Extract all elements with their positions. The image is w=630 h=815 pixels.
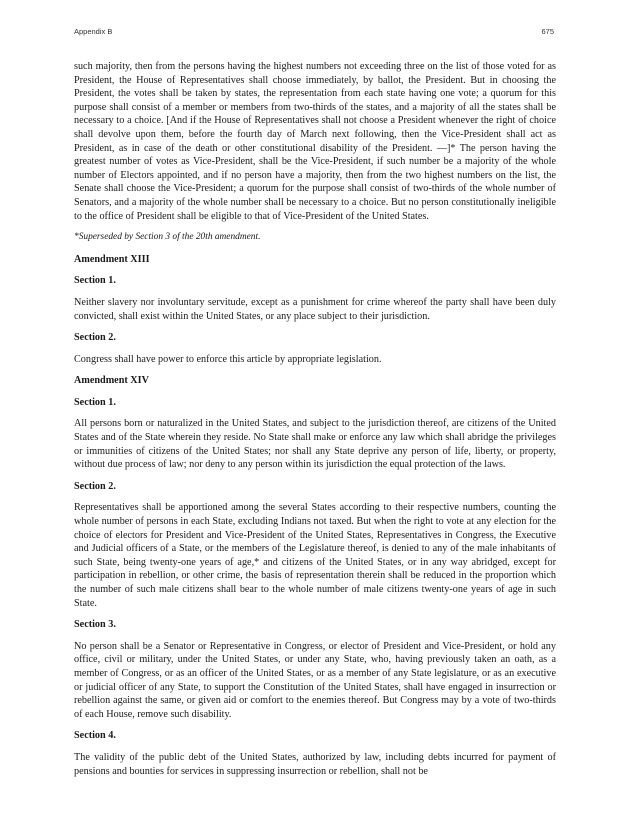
section-heading: Section 3.: [74, 619, 116, 631]
document-body: [74, 60, 556, 786]
section-text: The validity of the public debt of the United States, authorized by law, including debts incurred for payment of pensions and bounties for services in suppressing insurrection or rebellion, shall not be: [74, 751, 556, 777]
footnote: *Superseded by Section 3 of the 20th amendment.: [74, 232, 261, 243]
section-heading: Section 1.: [74, 275, 116, 287]
amendment-heading-xiv: Amendment XIV: [74, 375, 149, 387]
amendment-heading-xiii: Amendment XIII: [74, 253, 150, 265]
section-heading: Section 1.: [74, 396, 116, 408]
section-heading: Section 2.: [74, 480, 116, 492]
section-heading: Section 2.: [74, 332, 116, 344]
section-text: Neither slavery nor involuntary servitude, except as a punishment for crime whereof the party shall have been duly convicted, shall exist within the United States, or any place subject to their jurisdiction.: [74, 296, 556, 322]
header-section-title: Appendix B: [74, 27, 113, 36]
section-text: All persons born or naturalized in the United States, and subject to the jurisdiction thereof, are citizens of the United States and of the State wherein they reside. No State shall make or enforce any law which shall abridge the privileges or immunities of citizens of the United States; nor shall any State deprive any person of life, liberty, or property, without due process of law; nor deny to any person within its jurisdiction the equal protection of the laws.: [74, 418, 556, 471]
running-header: [74, 27, 554, 39]
section-text: Representatives shall be apportioned among the several States according to their respective numbers, counting the whole number of persons in each State, excluding Indians not taxed. But when the right to vote at any election for the choice of electors for President and Vice-President of the United States, Representatives in Congress, the Executive and Judicial officers of a State, or the members of the Legislature thereof, is denied to any of the male inhabitants of such State, being twenty-one years of age,* and citizens of the United States, or in any way abridged, except for participation in rebellion, or other crime, the basis of representation therein shall be reduced in the proportion which the number of such male citizens shall bear to the whole number of male citizens twenty-one years of age in such State.: [74, 502, 556, 609]
section-text: No person shall be a Senator or Representative in Congress, or elector of President and Vice-President, or hold any office, civil or military, under the United States, or under any State, who, having previously taken an oath, as a member of Congress, or as an officer of the United States, or as a member of any State legislature, or as an executive or judicial officer of any State, to support the Constitution of the United States, shall have engaged in insurrection or rebellion against the same, or given aid or comfort to the enemies thereof. But Congress may by a vote of two-thirds of each House, remove such disability.: [74, 640, 556, 720]
paragraph-continuation: such majority, then from the persons having the highest numbers not exceeding three on the list of those voted for as President, the House of Representatives shall choose immediately, by ballot, the President. But in choosing the President, the votes shall be taken by states, the representation from each state having one vote; a quorum for this purpose shall consist of a member or members from two-thirds of the states, and a majority of all the states shall be necessary to a choice. [And if the House of Representatives shall not choose a President whenever the right of choice shall devolve upon them, before the fourth day of March next following, then the Vice-President shall act as President, as in case of the death or other constitutional disability of the President. —]* The person having the greatest number of votes as Vice-President, shall be the Vice-President, if such number be a majority of the whole number of Electors appointed, and if no person have a majority, then from the two highest numbers on the list, the Senate shall choose the Vice-President; a quorum for the purpose shall consist of two-thirds of the whole number of Senators, and a majority of the whole number shall be necessary to a choice. But no person constitutionally ineligible to the office of President shall be eligible to that of Vice-President of the United States.: [74, 61, 556, 222]
page-number: 675: [541, 27, 554, 36]
section-heading: Section 4.: [74, 730, 116, 742]
section-text: Congress shall have power to enforce this article by appropriate legislation.: [74, 353, 382, 365]
